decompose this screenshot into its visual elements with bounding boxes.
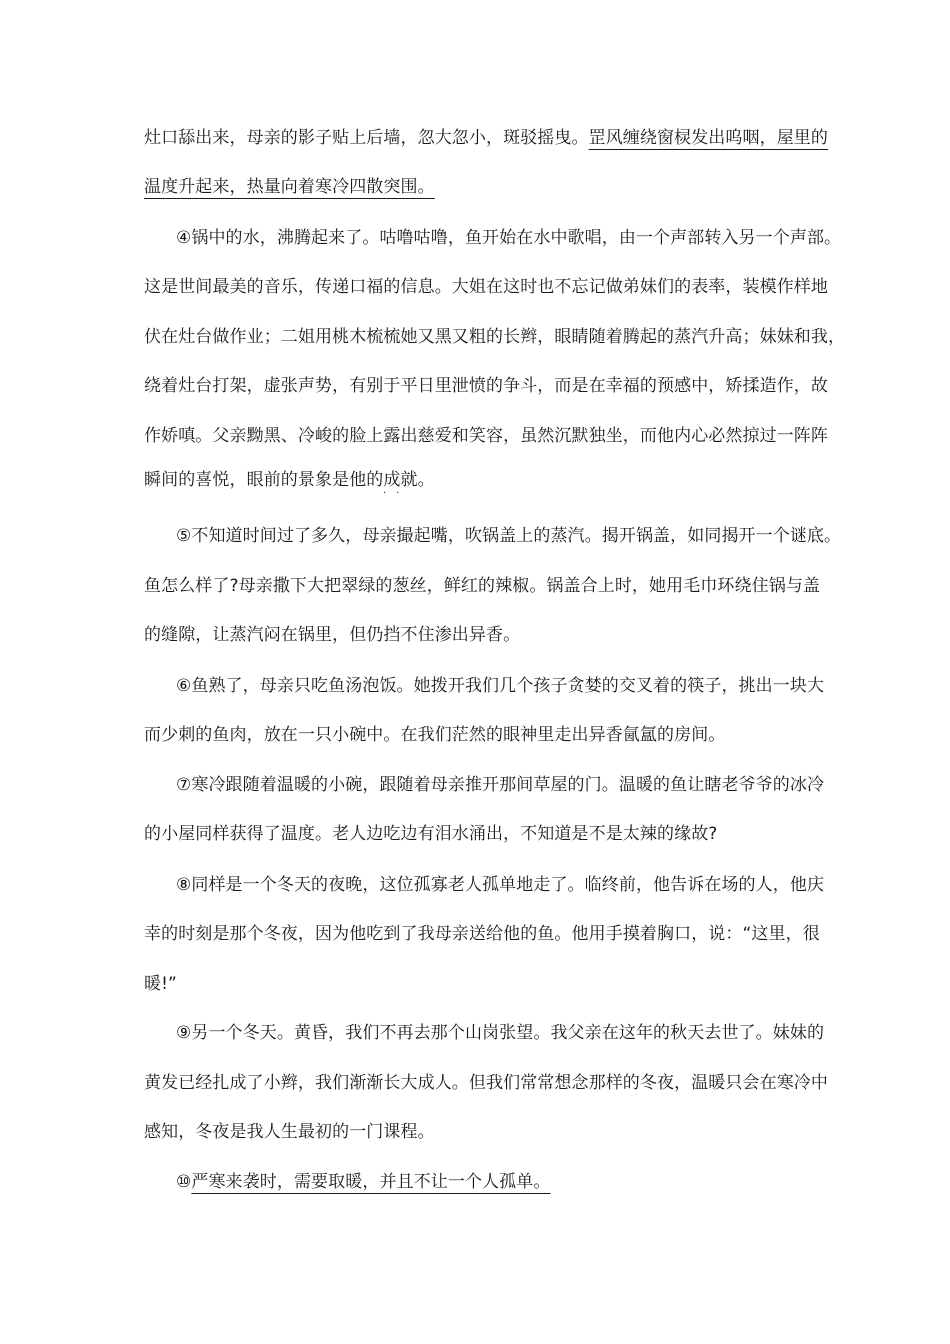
paragraph-8-line-2: 幸的时刻是那个冬夜，因为他吃到了我母亲送给他的鱼。他用手摸着胸口，说：“这里，很: [144, 924, 820, 944]
paragraph-9-line-1: ⑨另一个冬天。黄昏，我们不再去那个山岗张望。我父亲在这年的秋天去世了。妹妹的: [176, 1023, 825, 1043]
paragraph-7-line-2: 的小屋同样获得了温度。老人边吃边有泪水涌出，不知道是不是太辣的缘故?: [144, 824, 718, 844]
paragraph-9-line-3: 感知，冬夜是我人生最初的一门课程。: [144, 1122, 435, 1142]
emphasis-dots: ··: [383, 488, 410, 499]
paragraph-3-line-1: [144, 126, 828, 150]
paragraph-5-line-2: 鱼怎么样了?母亲撒下大把翠绿的葱丝，鲜红的辣椒。锅盖合上时，她用毛巾环绕住锅与盖: [144, 576, 821, 596]
paragraph-4-line-4: 绕着灶台打架，虚张声势，有别于平日里泄愤的争斗，而是在幸福的预感中，矫揉造作，故: [144, 376, 828, 396]
paragraph-number: ⑩: [176, 1172, 192, 1192]
paragraph-10-line-1: [176, 1170, 550, 1194]
paragraph-4-line-3: 伏在灶台做作业；二姐用桃木梳梳她又黑又粗的长辫，眼睛随着腾起的蒸汽升高；妹妹和我，: [144, 327, 846, 347]
paragraph-6-line-2: 而少刺的鱼肉，放在一只小碗中。在我们茫然的眼神里走出异香氤氲的房间。: [144, 725, 726, 745]
underlined-sentence: 罡风缠绕窗棂发出呜咽，屋里的: [588, 128, 829, 148]
paragraph-5-line-3: 的缝隙，让蒸汽闷在锅里，但仍挡不住渗出异香。: [144, 625, 521, 645]
paragraph-4-line-6: 瞬间的喜悦，眼前的景象是他的成就。: [144, 470, 435, 490]
underlined-sentence: 温度升起来，热量向着寒冷四散突围。: [144, 177, 435, 197]
paragraph-5-line-1: ⑤不知道时间过了多久，母亲撮起嘴，吹锅盖上的蒸汽。揭开锅盖，如同揭开一个谜底。: [176, 526, 842, 546]
paragraph-4-line-2: 这是世间最美的音乐，传递口福的信息。大姐在这时也不忘记做弟妹们的表率，装模作样地: [144, 277, 828, 297]
paragraph-3-text: 灶口舔出来，母亲的影子贴上后墙，忽大忽小，斑驳摇曳。: [144, 128, 589, 148]
paragraph-9-line-2: 黄发已经扎成了小辫，我们渐渐长大成人。但我们常常想念那样的冬夜，温暖只会在寒冷中: [144, 1073, 828, 1093]
paragraph-4-line-1: ④锅中的水，沸腾起来了。咕噜咕噜，鱼开始在水中歌唱，由一个声部转入另一个声部。: [176, 228, 842, 248]
paragraph-3-line-2: [144, 175, 435, 199]
underlined-sentence: 严寒来袭时，需要取暖，并且不让一个人孤单。: [191, 1172, 551, 1192]
paragraph-8-line-3: 暖!”: [144, 974, 177, 994]
paragraph-8-line-1: ⑧同样是一个冬天的夜晚，这位孤寡老人孤单地走了。临终前，他告诉在场的人，他庆: [176, 875, 825, 895]
paragraph-7-line-1: ⑦寒冷跟随着温暖的小碗，跟随着母亲推开那间草屋的门。温暖的鱼让瞎老爷爷的冰冷: [176, 775, 825, 795]
paragraph-4-line-5: 作娇嗔。父亲黝黑、冷峻的脸上露出慈爱和笑容，虽然沉默独坐，而他内心必然掠过一阵阵: [144, 426, 828, 446]
paragraph-6-line-1: ⑥鱼熟了，母亲只吃鱼汤泡饭。她拨开我们几个孩子贪婪的交叉着的筷子，挑出一块大: [176, 676, 825, 696]
